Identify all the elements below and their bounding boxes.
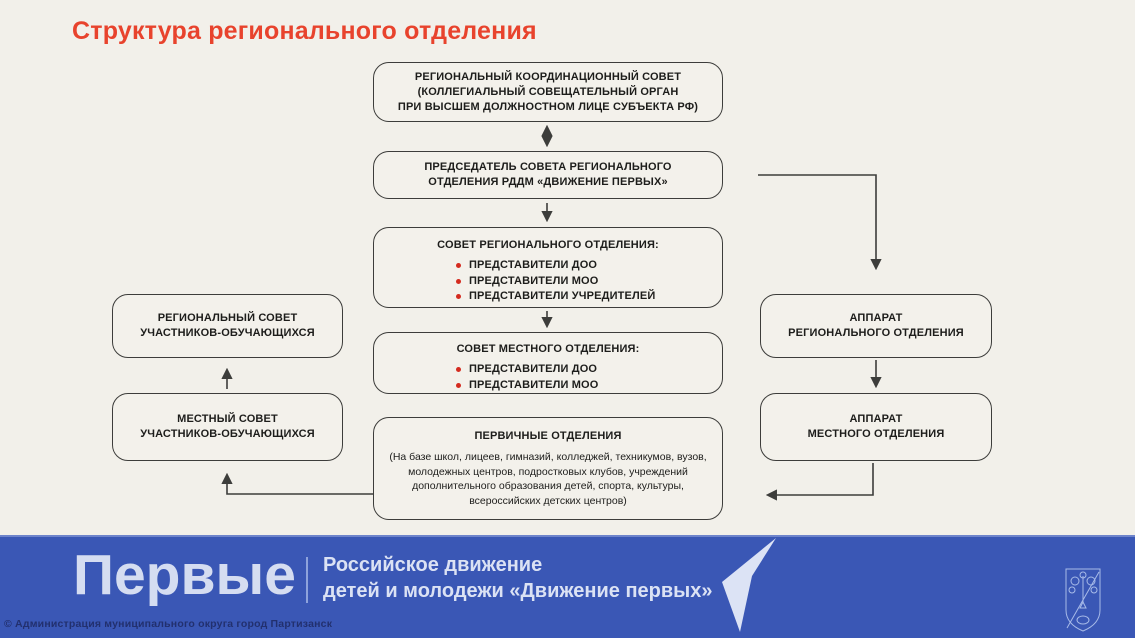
box-regional-coordination-council: [373, 62, 723, 122]
copyright-watermark: © Администрация муниципального округа город Партизанск: [4, 618, 333, 630]
box-primary-branches: [373, 417, 723, 520]
bullet-list: [456, 258, 722, 305]
box-line: РЕГИОНАЛЬНЫЙ СОВЕТ: [157, 312, 298, 324]
box-title: СОВЕТ МЕСТНОГО ОТДЕЛЕНИЯ:: [456, 343, 640, 355]
box-line: МЕСТНЫЙ СОВЕТ: [177, 413, 278, 425]
bullet-icon: [456, 279, 461, 284]
box-local-apparatus: [760, 393, 992, 461]
page-title: Структура регионального отделения: [72, 17, 537, 45]
bullet-label: ПРЕДСТАВИТЕЛИ МОО: [469, 378, 599, 391]
box-line: РЕГИОНАЛЬНЫЙ КООРДИНАЦИОННЫЙ СОВЕТ: [414, 70, 682, 83]
list-item: [456, 258, 722, 274]
box-title: ПЕРВИЧНЫЕ ОТДЕЛЕНИЯ: [474, 430, 622, 442]
box-line: АППАРАТ: [849, 312, 903, 324]
box-local-council: [373, 332, 723, 394]
bullet-list: [456, 362, 722, 393]
bullet-label: ПРЕДСТАВИТЕЛИ УЧРЕДИТЕЛЕЙ: [469, 290, 656, 302]
box-line: УЧАСТНИКОВ-ОБУЧАЮЩИХСЯ: [140, 327, 315, 339]
bullet-label: ПРЕДСТАВИТЕЛИ ДОО: [469, 363, 598, 375]
bullet-label: ПРЕДСТАВИТЕЛИ ДОО: [469, 259, 598, 271]
box-line: УЧАСТНИКОВ-ОБУЧАЮЩИХСЯ: [140, 428, 315, 440]
list-item: [456, 378, 722, 394]
box-title: СОВЕТ РЕГИОНАЛЬНОГО ОТДЕЛЕНИЯ:: [437, 239, 659, 251]
organization-name: [323, 552, 713, 604]
bullet-icon: [456, 383, 461, 388]
box-line: (КОЛЛЕГИАЛЬНЫЙ СОВЕЩАТЕЛЬНЫЙ ОРГАН: [417, 85, 679, 98]
pervye-arrow-logo-icon: [722, 538, 778, 634]
list-item: [456, 362, 722, 378]
footer-divider: [306, 557, 308, 603]
partizansk-emblem-icon: [1062, 566, 1104, 634]
box-chairman: [373, 151, 723, 199]
box-regional-council: [373, 227, 723, 308]
list-item: [456, 289, 722, 305]
bullet-icon: [456, 263, 461, 268]
list-item: [456, 274, 722, 290]
bullet-icon: [456, 367, 461, 372]
organization-name-line1: Российское движение: [323, 554, 543, 576]
pervye-wordmark: Первые: [73, 543, 296, 607]
box-line: ПРИ ВЫСШЕМ ДОЛЖНОСТНОМ ЛИЦЕ СУБЪЕКТА РФ): [397, 100, 699, 113]
box-line: АППАРАТ: [849, 413, 903, 425]
box-line: ОТДЕЛЕНИЯ РДДМ «ДВИЖЕНИЕ ПЕРВЫХ»: [428, 176, 668, 188]
box-line: ПРЕДСЕДАТЕЛЬ СОВЕТА РЕГИОНАЛЬНОГО: [424, 161, 672, 173]
bullet-icon: [456, 294, 461, 299]
organization-name-line2: детей и молодежи «Движение первых»: [323, 580, 713, 602]
box-regional-apparatus: [760, 294, 992, 358]
box-regional-students-council: [112, 294, 343, 358]
bullet-label: ПРЕДСТАВИТЕЛИ МОО: [469, 274, 599, 287]
box-local-students-council: [112, 393, 343, 461]
box-line: РЕГИОНАЛЬНОГО ОТДЕЛЕНИЯ: [788, 327, 964, 339]
box-line: МЕСТНОГО ОТДЕЛЕНИЯ: [807, 428, 945, 440]
box-description: (На базе школ, лицеев, гимназий, колледжей, техникумов, вузов, молодежных центров, подростковых клубов, учреждений дополнительного образования детей, спорта, культуры, всероссийских детских центров): [389, 451, 707, 507]
